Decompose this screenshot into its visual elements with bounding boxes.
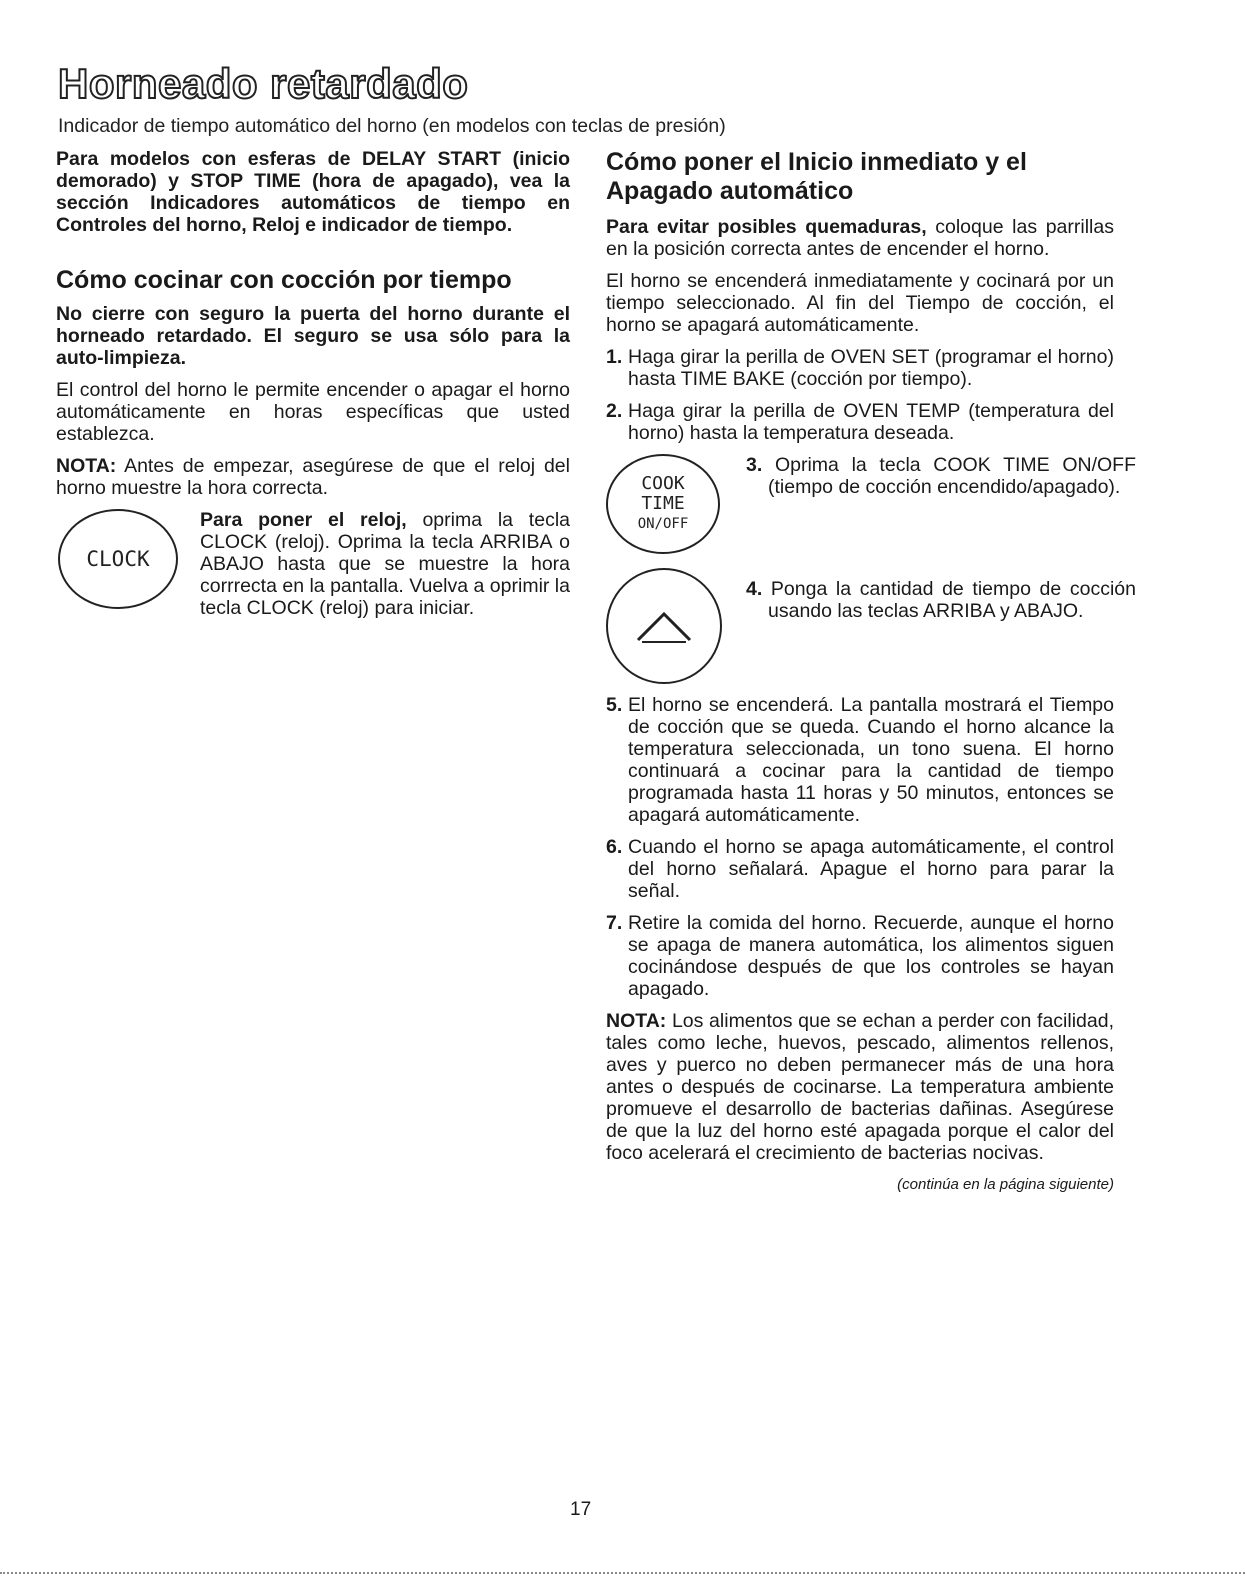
- clock-instructions-body: oprima la tecla CLOCK (reloj). Oprima la tecla ARRIBA o ABAJO hasta que se muestre la hora corrrecta en la pantalla. Vuelva a oprimir la tecla CLOCK (reloj) para iniciar.: [200, 509, 570, 619]
- clock-instructions-lead: Para poner el reloj,: [200, 509, 407, 531]
- nota-clock: [56, 455, 570, 499]
- page-subtitle: Indicador de tiempo automático del horno (en modelos con teclas de presión): [58, 115, 726, 137]
- page-number: 17: [570, 1499, 592, 1520]
- up-arrow-glyph: [634, 606, 694, 646]
- nota-food-safety: [606, 1010, 1114, 1164]
- step-2: 2. Haga girar la perilla de OVEN TEMP (temperatura del horno) hasta la temperatura deseada.: [606, 400, 1114, 444]
- intro-paragraph: El control del horno le permite encender o apagar el horno automáticamente en horas específicas que usted establezca.: [56, 379, 570, 445]
- step-3-row: [606, 454, 1136, 564]
- step-1: 1. Haga girar la perilla de OVEN SET (programar el horno) hasta TIME BAKE (cocción por tiempo).: [606, 346, 1114, 390]
- clock-instructions-text: [200, 509, 570, 619]
- burn-caution-lead: Para evitar posibles quemaduras,: [606, 216, 927, 238]
- intro-note: Para modelos con esferas de DELAY START (inicio demorado) y STOP TIME (hora de apagado), vea la sección Indicadores automáticos de tiempo en Controles del horno, Reloj e indicador de tiempo.: [56, 148, 570, 236]
- step-5: 5. El horno se encenderá. La pantalla mostrará el Tiempo de cocción que se queda. Cuando el horno alcance la temperatura seleccionada, un tono suena. El horno continuará a cocinar para la cantidad de tiempo programada hasta 11 horas y 50 minutos, entonces se apagará automáticamente.: [606, 694, 1114, 826]
- clock-key-icon: [58, 509, 178, 609]
- right-column: [606, 148, 1136, 1206]
- step-4: 4. Ponga la cantidad de tiempo de cocción usando las teclas ARRIBA y ABAJO.: [746, 578, 1136, 622]
- section-heading-time-bake: Cómo cocinar con cocción por tiempo: [56, 266, 512, 294]
- step-6: 6. Cuando el horno se apaga automáticamente, el control del horno señalará. Apague el horno para parar la señal.: [606, 836, 1114, 902]
- nota-label: NOTA:: [56, 455, 117, 477]
- nota-text: Los alimentos que se echan a perder con facilidad, tales como leche, huevos, pescado, alimentos rellenos, aves y puerco no deben permanecer más de una hora antes o después de cocinarse. La temperatura ambiente promueve el desarrollo de bacterias dañinas. Asegúrese de que la luz del horno esté apagada porque el calor del foco acelerará el crecimiento de bacterias nocivas.: [606, 1010, 1114, 1164]
- step-3: 3. Oprima la tecla COOK TIME ON/OFF (tiempo de cocción encendido/apagado).: [746, 454, 1136, 498]
- step-4-row: [606, 568, 1136, 690]
- nota-label: NOTA:: [606, 1010, 667, 1032]
- steps-list: [606, 346, 1114, 444]
- clock-key-label: CLOCK: [86, 547, 150, 571]
- door-lock-warning: No cierre con seguro la puerta del horno durante el horneado retardado. El seguro se usa sólo para la auto-limpieza.: [56, 303, 570, 369]
- clock-instruction: [56, 509, 570, 649]
- cook-time-key-icon: COOK TIME ON/OFF: [606, 454, 720, 554]
- left-column: [56, 148, 570, 649]
- up-arrow-icon: [606, 568, 722, 684]
- step-7: 7. Retire la comida del horno. Recuerde, aunque el horno se apaga de manera automática, los alimentos siguen cocinándose después de que los controles se hayan apagado.: [606, 912, 1114, 1000]
- continued-note: (continúa en la página siguiente): [897, 1176, 1114, 1193]
- section-heading-auto-start: Cómo poner el Inicio inmediato y el Apagado automático: [606, 148, 1027, 205]
- burn-caution: [606, 216, 1114, 260]
- steps-list-continued: [606, 694, 1114, 1000]
- auto-start-paragraph: El horno se encenderá inmediatamente y cocinará por un tiempo seleccionado. Al fin del Tiempo de cocción, el horno se apagará automáticamente.: [606, 270, 1114, 336]
- bottom-divider: [0, 1572, 1245, 1577]
- page-title: Horneado retardado: [58, 60, 469, 107]
- nota-text: Antes de empezar, asegúrese de que el reloj del horno muestre la hora correcta.: [56, 455, 570, 499]
- burn-caution-body: coloque las parrillas en la posición correcta antes de encender el horno.: [606, 216, 1114, 260]
